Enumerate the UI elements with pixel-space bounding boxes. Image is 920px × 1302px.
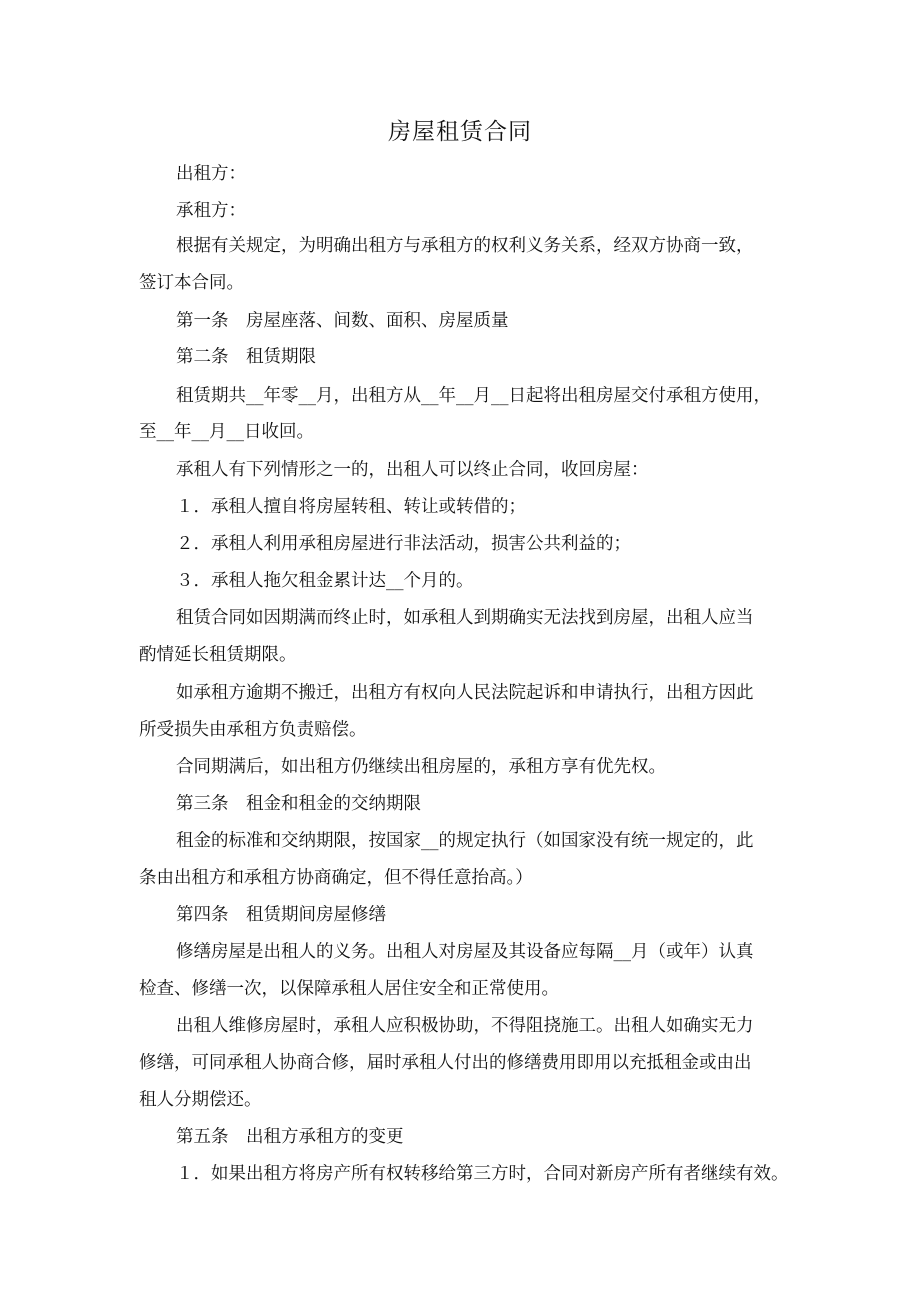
repair-assist-line-2: 修缮，可同承租人协商合修，届时承租人付出的修缮费用即用以充抵租金或由出 <box>139 1053 752 1073</box>
termination-intro: 承租人有下列情形之一的，出租人可以终止合同，收回房屋： <box>176 460 649 480</box>
termination-item-1: １．承租人擅自将房屋转租、转让或转借的； <box>176 497 526 517</box>
repair-line-1: 修缮房屋是出租人的义务。出租人对房屋及其设备应每隔__月（或年）认真 <box>176 942 754 962</box>
preamble-line-1: 根据有关规定，为明确出租方与承租方的权利义务关系，经双方协商一致， <box>176 236 754 256</box>
termination-item-2: ２．承租人利用承租房屋进行非法活动，损害公共利益的； <box>176 534 631 554</box>
termination-item-3: ３．承租人拖欠租金累计达__个月的。 <box>176 571 474 591</box>
term-line-2: 至__年__月__日收回。 <box>139 422 314 442</box>
rent-line-2: 条由出租方和承租方协商确定，但不得任意抬高。） <box>139 868 533 888</box>
expiry-line-1: 租赁合同如因期满而终止时，如承租人到期确实无法找到房屋，出租人应当 <box>176 608 754 628</box>
repair-assist-line-1: 出租人维修房屋时，承租人应积极协助，不得阻挠施工。出租人如确实无力 <box>176 1016 754 1036</box>
repair-line-2: 检查、修缮一次，以保障承租人居住安全和正常使用。 <box>139 979 559 999</box>
lessee-line: 承租方： <box>176 201 246 221</box>
article-3-heading: 第三条 租金和租金的交纳期限 <box>176 794 421 814</box>
lessor-line: 出租方： <box>176 164 246 184</box>
repair-assist-line-3: 租人分期偿还。 <box>139 1090 262 1110</box>
change-item-1: １．如果出租方将房产所有权转移给第三方时，合同对新房产所有者继续有效。 <box>176 1164 789 1184</box>
preamble-line-2: 签订本合同。 <box>139 273 244 293</box>
overdue-line-2: 所受损失由承租方负责赔偿。 <box>139 720 367 740</box>
term-line-1: 租赁期共__年零__月，出租方从__年__月__日起将出租房屋交付承租方使用， <box>176 386 771 406</box>
overdue-line-1: 如承租方逾期不搬迁，出租方有权向人民法院起诉和申请执行，出租方因此 <box>176 683 754 703</box>
article-5-heading: 第五条 出租方承租方的变更 <box>176 1127 404 1147</box>
article-2-heading: 第二条 租赁期限 <box>176 347 316 367</box>
expiry-line-2: 酌情延长租赁期限。 <box>139 645 297 665</box>
priority-line: 合同期满后，如出租方仍继续出租房屋的，承租方享有优先权。 <box>176 757 666 777</box>
article-4-heading: 第四条 租赁期间房屋修缮 <box>176 905 386 925</box>
article-1-heading: 第一条 房屋座落、间数、面积、房屋质量 <box>176 311 509 331</box>
document-title: 房屋租赁合同 <box>388 119 532 145</box>
rent-line-1: 租金的标准和交纳期限，按国家__的规定执行（如国家没有统一规定的，此 <box>176 831 754 851</box>
